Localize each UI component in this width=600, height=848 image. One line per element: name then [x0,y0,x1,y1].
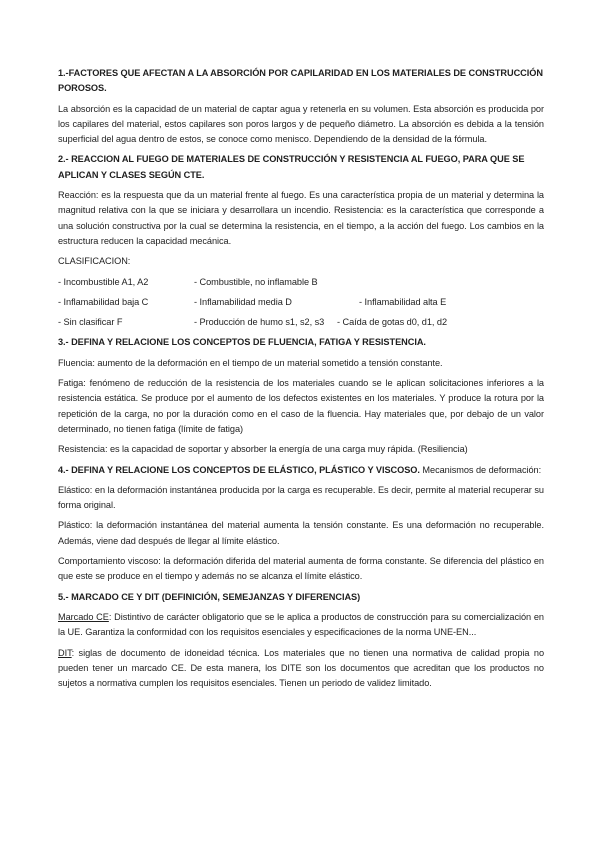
marcado-ce-term: Marcado CE [58,611,109,622]
dit-paragraph [58,646,544,692]
section-4-heading-tail: Mecanismos de deformación: [419,464,542,475]
section-2-heading: 2.- REACCION AL FUEGO DE MATERIALES DE CONSTRUCCIÓN Y RESISTENCIA AL FUEGO, PARA QUE SE APLICAN Y CLASES SEGÚN CTE. [58,154,525,180]
section-1-paragraph: La absorción es la capacidad de un material de captar agua y retenerla en su volumen. Esta absorción es producida por los capilares del material, estos capilares son poros largos y de pequeño diámetro. La absorción es debida a la tensión superficial del agua dentro de estos, se conoce como menisco. Dependiendo de la densidad de la fórmula. [58,103,544,145]
classification-row [58,295,544,310]
class-item: - Caída de gotas d0, d1, d2 [337,317,447,328]
class-item: - Inflamabilidad alta E [359,296,447,307]
class-item: - Inflamabilidad media D [194,296,292,307]
fluencia-paragraph: Fluencia: aumento de la deformación en el tiempo de un material sometido a tensión constante. [58,357,443,368]
plastico-paragraph: Plástico: la deformación instantánea del material aumenta la tensión constante. Es una deformación no recuperable. Además, viene dad después de llegar al límite elástico. [58,520,544,546]
marcado-ce-text: : Distintivo de carácter obligatorio que se le aplica a productos de construcción para su comercialización en la UE. Garantiza la conformidad con los requisitos esenciales y especificaciones de la norma UNE-EN... [58,611,544,638]
class-item: - Inflamabilidad baja C [58,296,149,307]
classification-label: CLASIFICACION: [58,256,131,267]
document-page [58,66,544,696]
class-item: - Incombustible A1, A2 [58,276,149,287]
section-2-paragraph: Reacción: es la respuesta que da un material frente al fuego. Es una característica propia de un material y determina la magnitud relativa con la que se iniciara y desarrollara un incendio. Resistencia: es la característica que corresponde a una solución constructiva por la cual se determina la resistencia, en el tiempo, a la acción del fuego. Los cambios en la estructura reducen la capacidad mecánica. [58,190,544,246]
dit-text: : siglas de documento de idoneidad técnica. Los materiales que no tienen una normativa de calidad propia no pueden tener un marcado CE. De esta manera, los DITE son los documentos que acreditan que los productos no sujetos a normativa cumplen los requisitos esenciales. Tienen un periodo de validez limitado. [58,647,544,689]
dit-term: DIT [58,647,72,658]
class-item: - Sin clasificar F [58,317,123,328]
viscoso-paragraph: Comportamiento viscoso: la deformación diferida del material aumenta de forma constante. Se diferencia del plástico en que este se produce en el tiempo y además no se alcanza el límite elástico. [58,556,544,582]
section-4-heading-line [58,463,544,478]
section-5-heading: 5.- MARCADO CE Y DIT (DEFINICIÓN, SEMEJANZAS Y DIFERENCIAS) [58,591,361,602]
marcado-ce-paragraph [58,610,544,641]
class-item: - Combustible, no inflamable B [194,276,318,287]
classification-row [58,275,544,290]
resistencia-paragraph: Resistencia: es la capacidad de soportar y absorber la energía de una carga muy rápida. (Resiliencia) [58,444,468,455]
class-item: - Producción de humo s1, s2, s3 [194,317,325,328]
elastico-paragraph: Elástico: en la deformación instantánea producida por la carga es recuperable. Es decir, permite al material recuperar su forma original. [58,484,544,511]
section-4-heading: 4.- DEFINA Y RELACIONE LOS CONCEPTOS DE ELÁSTICO, PLÁSTICO Y VISCOSO. [58,464,420,475]
section-3-heading: 3.- DEFINA Y RELACIONE LOS CONCEPTOS DE FLUENCIA, FATIGA Y RESISTENCIA. [58,337,426,348]
fatiga-paragraph: Fatiga: fenómeno de reducción de la resistencia de los materiales cuando se le aplican solicitaciones inferiores a la resistencia estática. Se produce por el aumento de los defectos existentes en los materiales. Y produce la rotura por la repetición de la carga, no por la duración como en el caso de la fluencia. Hay materiales que, por debajo de un valor determinado, no tienen fatiga (límite de fatiga) [58,378,544,434]
classification-row [58,315,544,330]
section-1-heading: 1.-FACTORES QUE AFECTAN A LA ABSORCIÓN POR CAPILARIDAD EN LOS MATERIALES DE CONSTRUCCIÓN POROSOS. [58,68,543,94]
